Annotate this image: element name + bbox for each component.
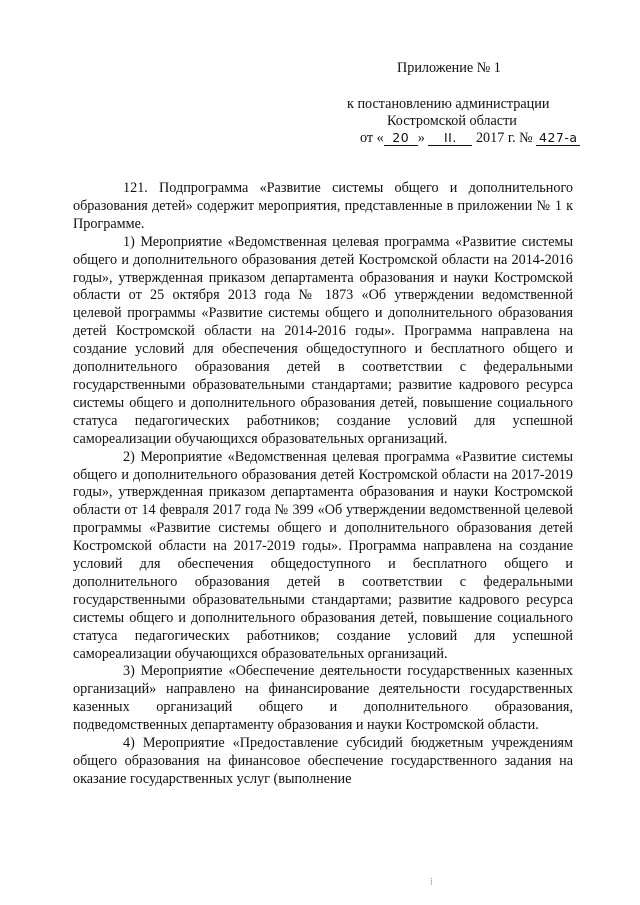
- decree-date-line: [360, 130, 580, 147]
- date-mid: »: [417, 130, 425, 146]
- paragraph-item-4: 4) Мероприятие «Предоставление субсидий бюджетным учреждениям общего образования на финансовое обеспечение государственного задания на оказание государственных услуг (выполнение: [73, 735, 573, 787]
- decree-reference: к постановлению администрации: [347, 96, 550, 112]
- decree-year: 2017 г. №: [475, 130, 533, 146]
- paragraph-item-1: 1) Мероприятие «Ведомственная целевая программа «Развитие системы общего и дополнительного образования детей Костромской области на 2014-2016 годы», утвержденная приказом департамента образования и науки Костромской области от 25 октября 2013 года № 1873 «Об утверждении ведомственной целевой программы «Развитие системы общего и дополнительного образования детей Костромской области на 2014-2016 годы». Программа направлена на создание условий для обеспечения общедоступного и бесплатного общего и дополнительного образования детей в соответствии с федеральными государственными образовательными стандартами; развитие кадрового ресурса системы общего и дополнительного образования детей, повышение социального статуса педагогических работников; создание условий для успешной самореализации обучающихся образовательных организаций.: [73, 233, 573, 447]
- appendix-title: Приложение № 1: [397, 60, 501, 76]
- paragraph-item-3: 3) Мероприятие «Обеспечение деятельности государственных казенных организаций» направлено на финансирование деятельности государственных казенных организаций общего и дополнительного образования, подведомственных департаменту образования и науки Костромской области.: [73, 663, 573, 734]
- paragraph-121: 121. Подпрограмма «Развитие системы общего и дополнительного образования детей» содержит мероприятия, представленные в приложении № 1 к Программе.: [73, 180, 573, 232]
- decree-month: II.: [428, 131, 472, 146]
- document-body: [73, 180, 573, 789]
- paragraph-item-2: 2) Мероприятие «Ведомственная целевая программа «Развитие системы общего и дополнительного образования детей Костромской области на 2017-2019 годы», утвержденная приказом департамента образования и науки Костромской области от 14 февраля 2017 года № 399 «Об утверждении ведомственной целевой программы «Развитие системы общего и дополнительного образования детей Костромской области на 2017-2019 годы». Программа направлена на создание условий для обеспечения общедоступного и бесплатного общего и дополнительного образования детей в соответствии с федеральными государственными образовательными стандартами; развитие кадрового ресурса системы общего и дополнительного образования детей, повышение социального статуса педагогических работников; создание условий для успешной самореализации обучающихся образовательных организаций.: [73, 448, 573, 662]
- date-prefix: от «: [360, 130, 384, 146]
- decree-number: 427-а: [536, 131, 580, 146]
- decree-day: 20: [384, 131, 418, 146]
- scan-mark: ⁞: [430, 877, 433, 888]
- region-name: Костромской области: [387, 113, 517, 129]
